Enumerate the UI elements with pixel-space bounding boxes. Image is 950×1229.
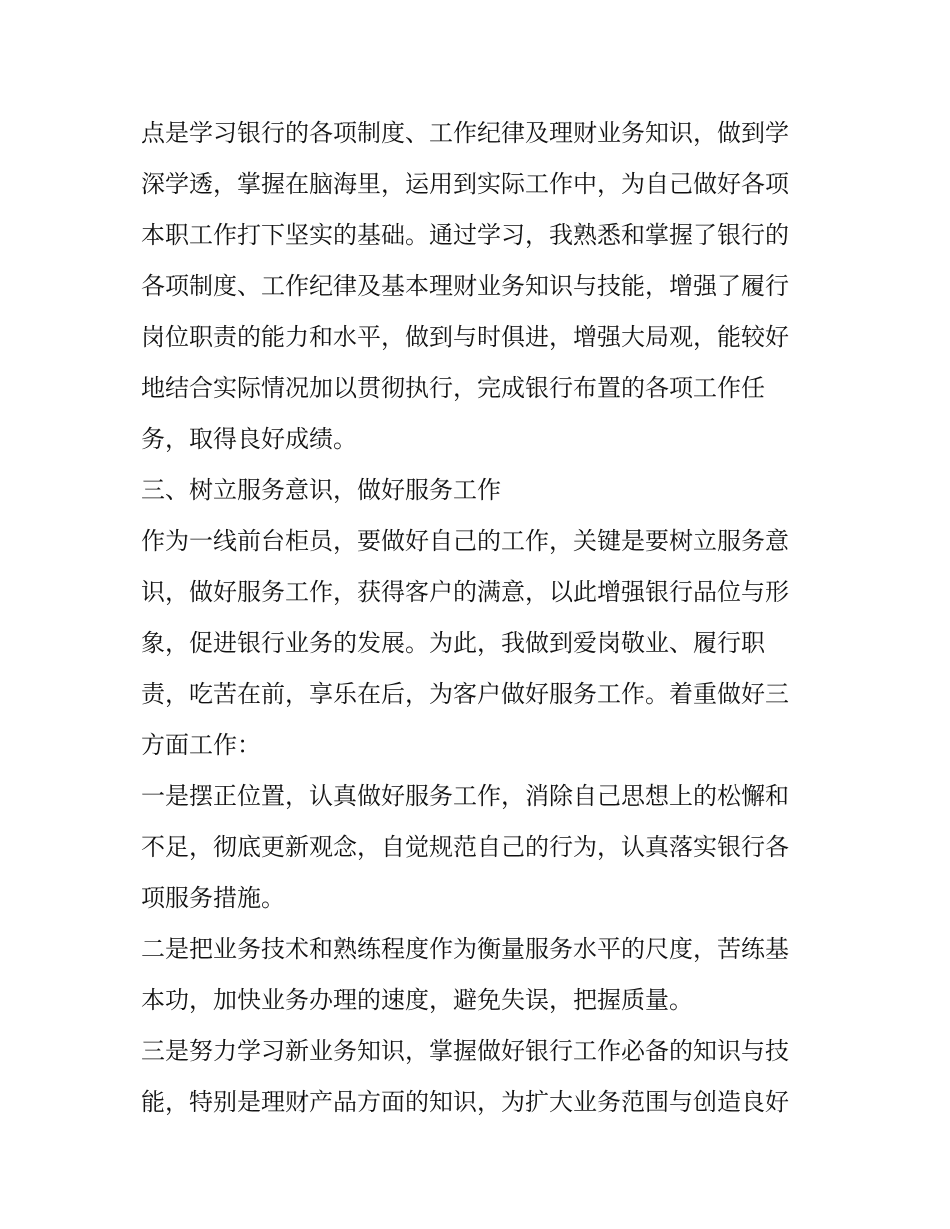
text-line: 识，做好服务工作，获得客户的满意，以此增强银行品位与形 (141, 578, 789, 606)
section-heading: 三、树立服务意识，做好服务工作 (141, 476, 501, 504)
text-line: 作为一线前台柜员，要做好自己的工作，关键是要树立服务意 (141, 527, 789, 555)
document-body (141, 108, 821, 1128)
text-line: 二是把业务技术和熟练程度作为衡量服务水平的尺度，苦练基 (141, 935, 789, 963)
text-line: 岗位职责的能力和水平，做到与时俱进，增强大局观，能较好 (141, 323, 789, 351)
text-line: 方面工作： (141, 731, 261, 759)
text-line: 一是摆正位置，认真做好服务工作，消除自己思想上的松懈和 (141, 782, 789, 810)
text-line: 本功，加快业务办理的速度，避免失误，把握质量。 (141, 986, 693, 1014)
text-line: 地结合实际情况加以贯彻执行，完成银行布置的各项工作任 (141, 374, 765, 402)
text-line: 项服务措施。 (141, 884, 285, 912)
text-line: 本职工作打下坚实的基础。通过学习，我熟悉和掌握了银行的 (141, 221, 789, 249)
text-line: 象，促进银行业务的发展。为此，我做到爱岗敬业、履行职 (141, 629, 765, 657)
text-line: 各项制度、工作纪律及基本理财业务知识与技能，增强了履行 (141, 272, 789, 300)
text-line: 深学透，掌握在脑海里，运用到实际工作中，为自己做好各项 (141, 170, 789, 198)
text-line: 不足，彻底更新观念，自觉规范自己的行为，认真落实银行各 (141, 833, 789, 861)
text-line: 能，特别是理财产品方面的知识，为扩大业务范围与创造良好 (141, 1088, 789, 1116)
text-line: 三是努力学习新业务知识，掌握做好银行工作必备的知识与技 (141, 1037, 789, 1065)
text-line: 务，取得良好成绩。 (141, 425, 357, 453)
text-line: 点是学习银行的各项制度、工作纪律及理财业务知识，做到学 (141, 119, 789, 147)
text-line: 责，吃苦在前，享乐在后，为客户做好服务工作。着重做好三 (141, 680, 789, 708)
